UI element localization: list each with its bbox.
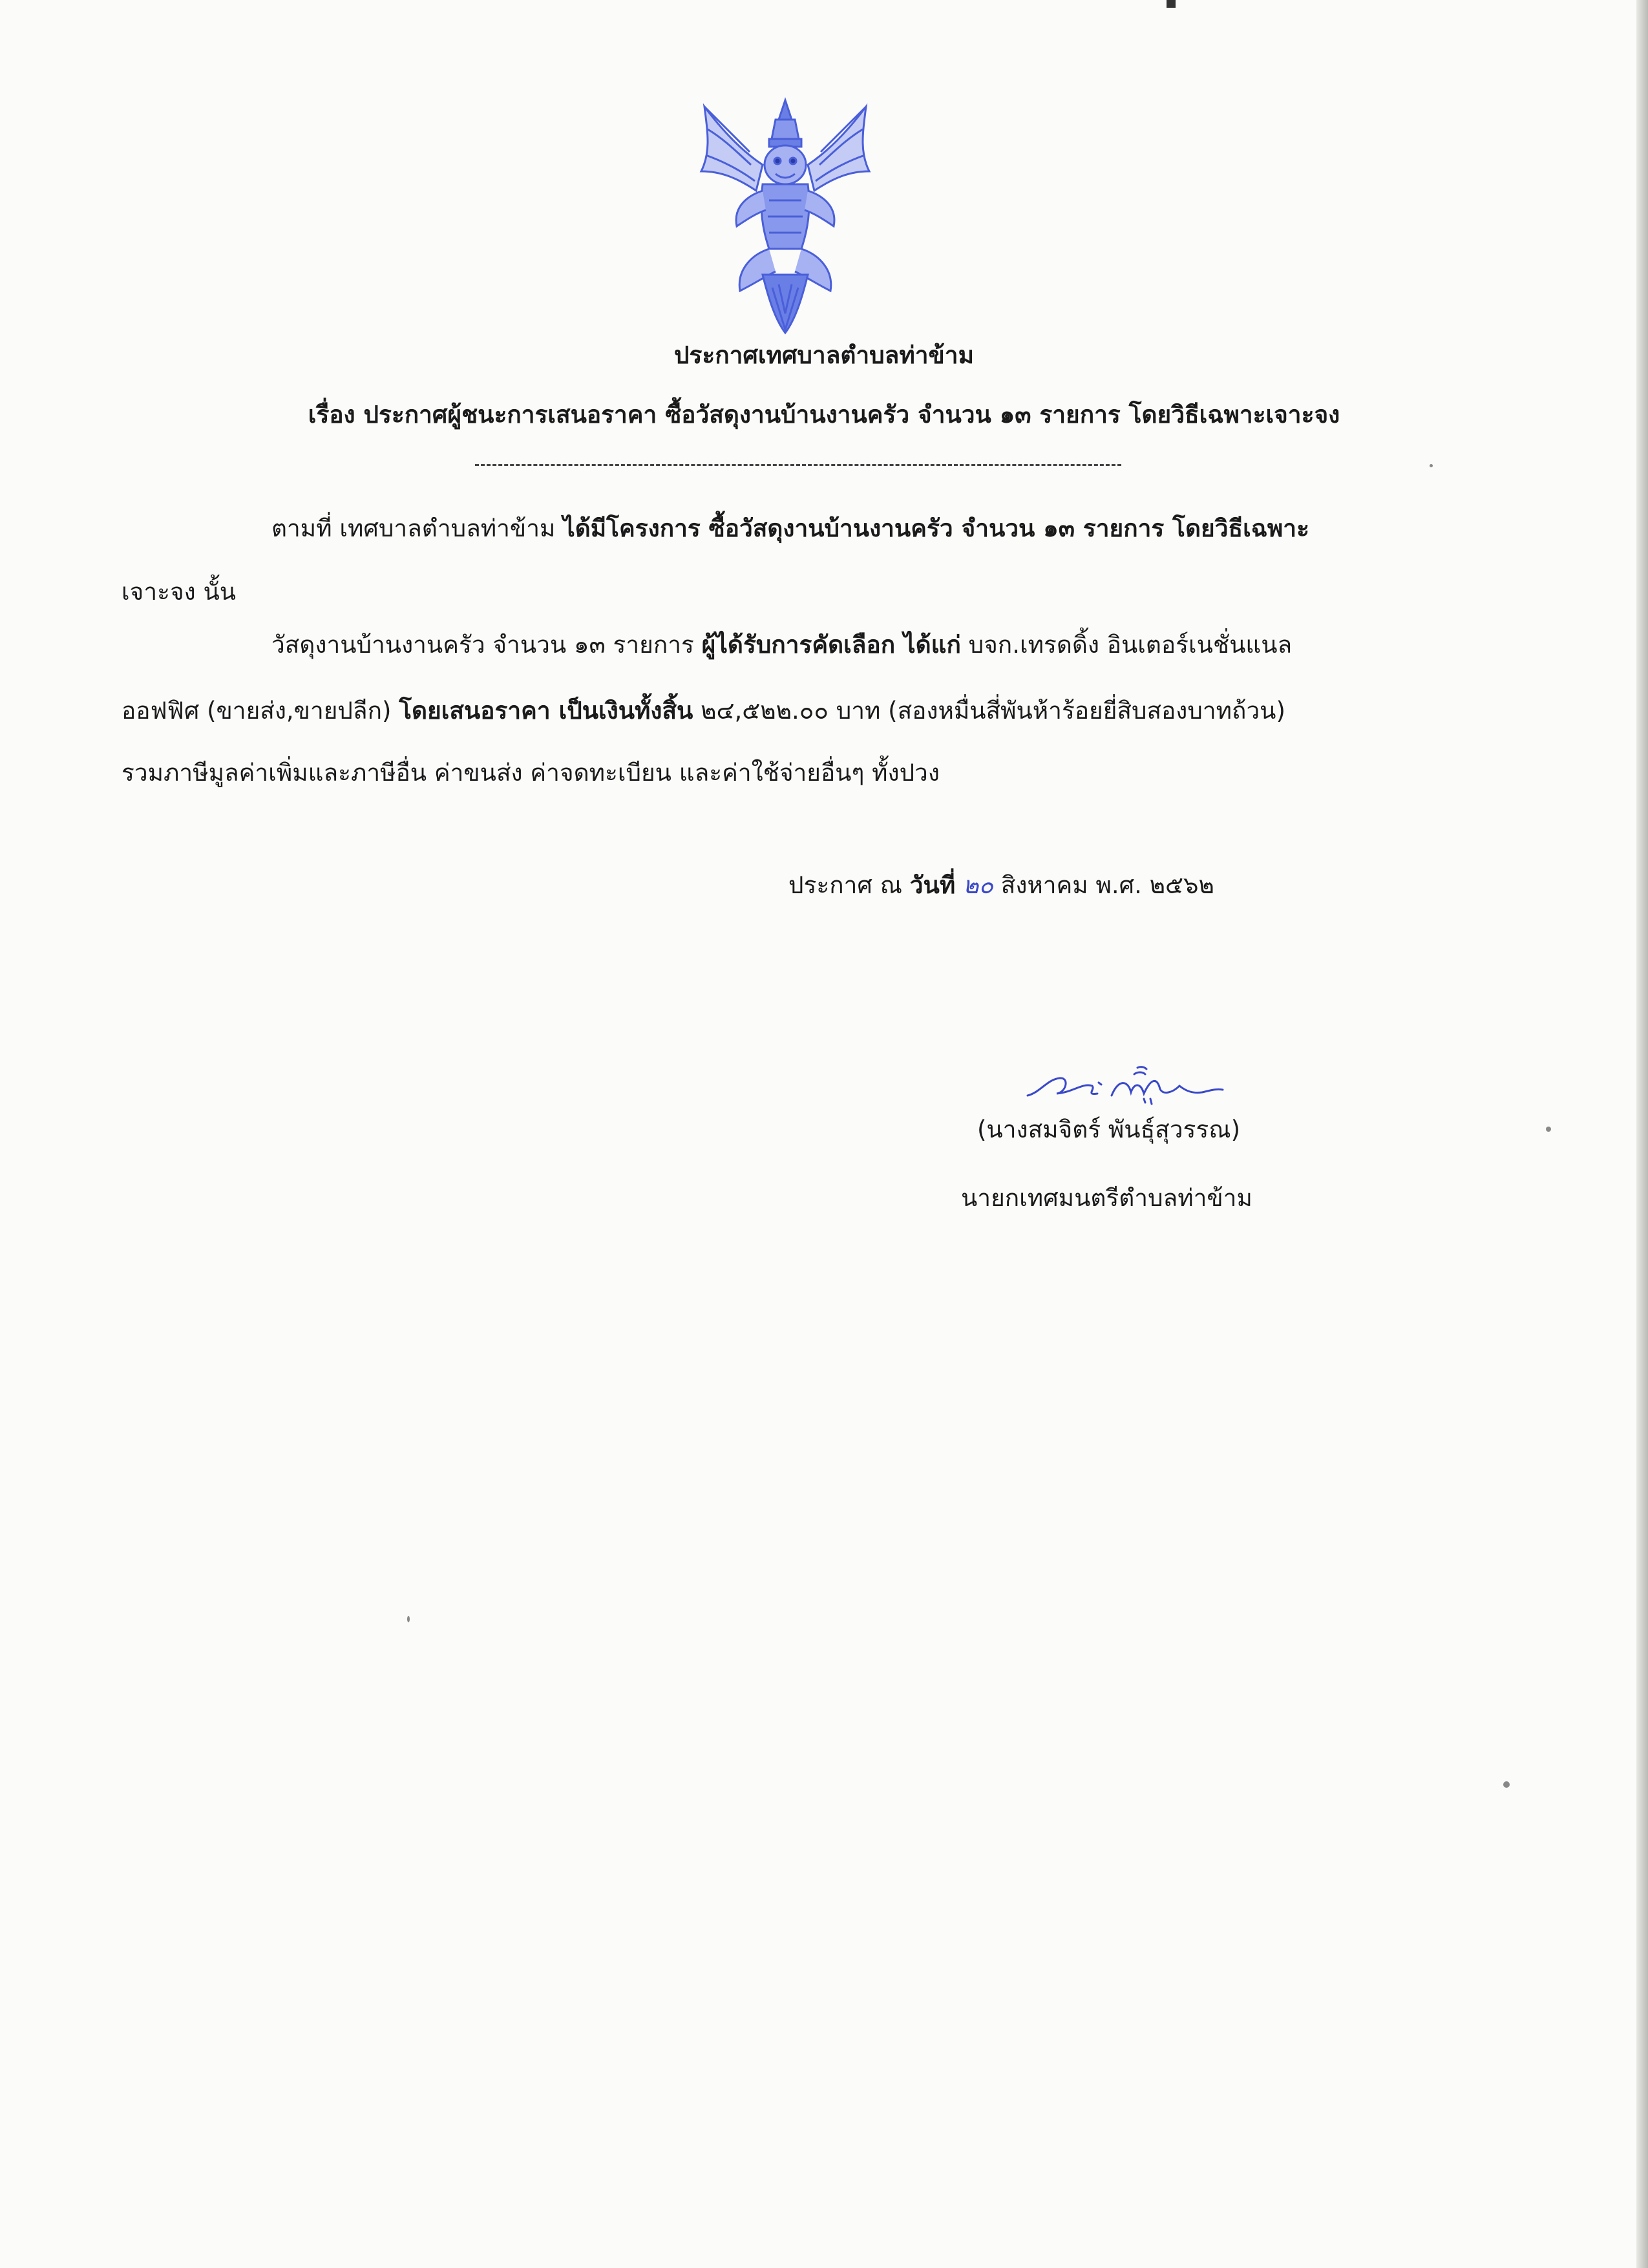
date-day-handwritten: ๒๐ <box>962 871 993 899</box>
announcement-date <box>788 866 1214 904</box>
scan-mark <box>1167 0 1176 8</box>
paragraph-2-line-1 <box>271 626 1292 664</box>
paragraph-2-line-2 <box>121 692 1285 730</box>
announcement-subject: เรื่อง ประกาศผู้ชนะการเสนอราคา ซื้อวัสดุงานบ้านงานครัว จำนวน ๑๓ รายการ โดยวิธีเฉพาะเจาะจง <box>308 401 1340 429</box>
date-month-year: สิงหาคม พ.ศ. ๒๕๖๒ <box>1000 871 1214 899</box>
scan-speck <box>1430 464 1433 467</box>
scan-speck <box>1503 1781 1510 1788</box>
title-divider <box>475 464 1121 466</box>
paragraph-1-line-1 <box>271 509 1309 547</box>
body-text-bold: ผู้ได้รับการคัดเลือก ได้แก่ <box>701 631 961 659</box>
scan-speck <box>1546 1127 1551 1132</box>
body-text: บจก.เทรดดิ้ง อินเตอร์เนชั่นแนล <box>960 631 1293 659</box>
body-text: วัสดุงานบ้านงานครัว จำนวน ๑๓ รายการ <box>271 631 702 659</box>
body-text-bold: โดยเสนอราคา เป็นเงินทั้งสิ้น <box>399 697 693 725</box>
paragraph-1-line-2: เจาะจง นั้น <box>121 578 237 606</box>
garuda-emblem-icon <box>679 94 892 336</box>
date-day-label: วันที่ <box>909 871 956 899</box>
signatory-name: (นางสมจิตร์ พันธุ์สุวรรณ) <box>977 1116 1241 1143</box>
body-text: ๒๔,๕๒๒.๐๐ บาท (สองหมื่นสี่พันห้าร้อยยี่สิบสองบาทถ้วน) <box>693 697 1285 725</box>
body-text: ออฟฟิศ (ขายส่ง,ขายปลีก) <box>121 697 399 725</box>
body-text-bold: ได้มีโครงการ ซื้อวัสดุงานบ้านงานครัว จำนวน ๑๓ รายการ โดยวิธีเฉพาะ <box>563 514 1309 542</box>
paragraph-2-line-3: รวมภาษีมูลค่าเพิ่มและภาษีอื่น ค่าขนส่ง ค่าจดทะเบียน และค่าใช้จ่ายอื่นๆ ทั้งปวง <box>121 759 940 787</box>
announcement-title: ประกาศเทศบาลตำบลท่าข้าม <box>674 341 974 369</box>
scan-speck <box>407 1616 410 1622</box>
date-prefix: ประกาศ ณ <box>788 871 910 899</box>
body-text: ตามที่ เทศบาลตำบลท่าข้าม <box>271 514 564 542</box>
signature-image <box>1021 1060 1228 1112</box>
signatory-position: นายกเทศมนตรีตำบลท่าข้าม <box>961 1184 1252 1212</box>
